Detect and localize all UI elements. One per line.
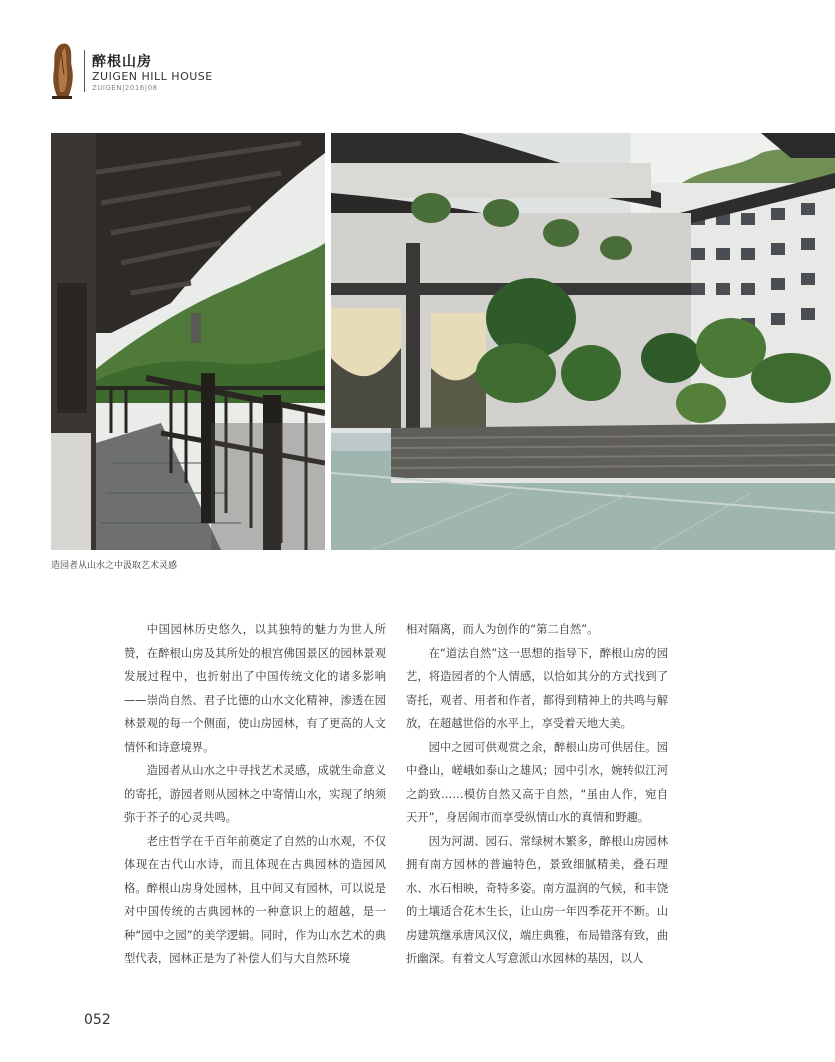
paragraph: 园中之园可供观赏之余，醉根山房可供居住。园中叠山，嵯峨如泰山之雄风；园中引水，婉转似江河之韵致……模仿自然又高于自然，“虽由人作，宛自天开”，身居闹市而享受纵情山水的真情和野趣。	[406, 740, 668, 824]
root-sculpture-logo-icon	[48, 40, 76, 100]
paragraph: 因为河湖、园石、常绿树木繁多，醉根山房园林拥有南方园林的普遍特色，景致细腻精美，叠石理水、水石相映，奇特多姿。南方温润的气候，和丰饶的土壤适合花木生长，让山房一年四季花开不断。山房建筑继承唐风汉仪，端庄典雅，布局错落有致，曲折幽深。有着文人写意派山水园林的基因，以人	[406, 834, 668, 965]
garden-pond-building-photo	[331, 133, 835, 550]
brand-divider	[84, 50, 85, 92]
brand-name-cn: 醉根山房	[92, 54, 152, 70]
corridor-balcony-photo	[51, 133, 325, 550]
issue-code: ZUIGEN|2016|08	[92, 84, 158, 92]
article-right-column	[406, 618, 668, 971]
paragraph: 在“道法自然”这一思想的指导下，醉根山房的园艺，将造园者的个人情感，以恰如其分的方式找到了寄托，观者、用者和作者，都得到精神上的共鸣与解放，在超越世俗的水平上，享受着天地大美。	[406, 646, 668, 730]
brand-name-en: ZUIGEN HILL HOUSE	[92, 70, 213, 83]
paragraph: 中国园林历史悠久，以其独特的魅力为世人所赞，在醉根山房及其所处的根宫佛国景区的园林景观发展过程中，也折射出了中国传统文化的诸多影响——崇尚自然、君子比德的山水文化精神，渗透在园林景观的每一个侧面，使山房园林，有了更高的人文情怀和诗意境界。	[124, 623, 386, 754]
page-number: 052	[84, 1012, 111, 1028]
paragraph-continuation: 相对隔离，而人为创作的“第二自然”。	[406, 623, 599, 636]
paragraph: 老庄哲学在千百年前奠定了自然的山水观，不仅体现在古代山水诗，而且体现在古典园林的造园风格。醉根山房身处园林，且中间又有园林，可以说是对中国传统的古典园林的一种意识上的超越，是一种“园中之园”的美学逻辑。同时，作为山水艺术的典型代表，园林正是为了补偿人们与大自然环境	[124, 834, 386, 965]
paragraph: 造园者从山水之中寻找艺术灵感，成就生命意义的寄托，游园者则从园林之中寄情山水，实现了纳须弥于芥子的心灵共鸣。	[124, 764, 386, 824]
article-left-column	[124, 618, 386, 971]
photo-caption: 造园者从山水之中汲取艺术灵感	[51, 561, 178, 571]
